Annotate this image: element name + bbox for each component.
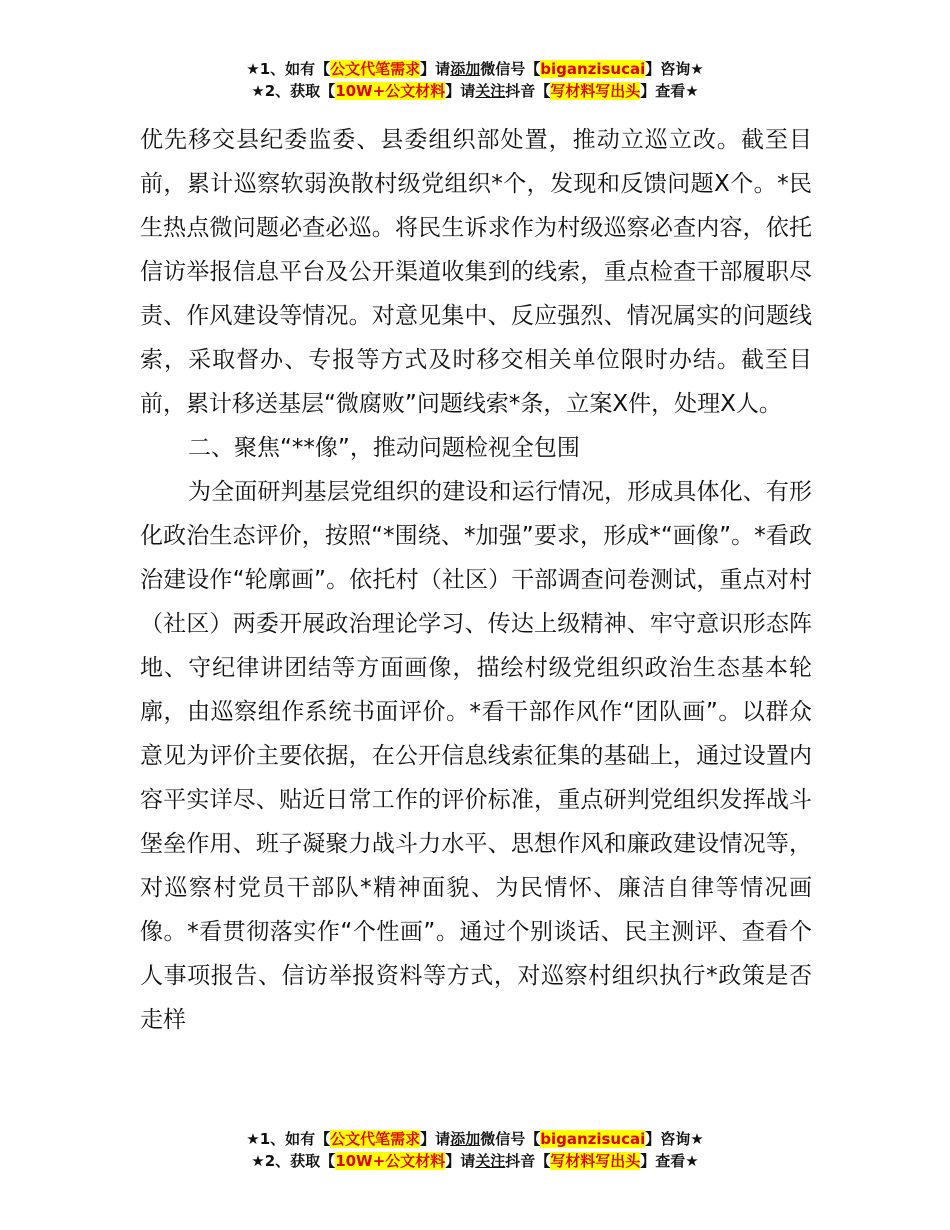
banner-text: 】咨询★ [645, 1130, 704, 1148]
footer-banner-line-2 [0, 1150, 950, 1172]
banner-text: 微信号【 [480, 60, 541, 78]
banner-text: ★1、如有【 [246, 60, 331, 78]
paragraph-1: 优先移交县纪委监委、县委组织部处置，推动立巡立改。截至目前，累计巡察软弱涣散村级党组织*个，发现和反馈问题X个。*民生热点微问题必查必巡。将民生诉求作为村级巡察必查内容，依托信访举报信息平台及公开渠道收集到的线索，重点检查干部履职尽责、作风建设等情况。对意见集中、反应强烈、情况属实的问题线索，采取督办、专报等方式及时移交相关单位限时办结。截至目前，累计移送基层“微腐败”问题线索*条，立案X件，处理X人。 [140, 127, 812, 417]
banner-text: ★1、如有【 [246, 1130, 331, 1148]
underlined-follow: 关注 [475, 82, 506, 100]
underlined-follow: 关注 [475, 1152, 506, 1170]
header-banner-line-2 [0, 80, 950, 102]
banner-text: 】请 [445, 1152, 476, 1170]
footer-banner [0, 1128, 950, 1172]
paragraph-2: 为全面研判基层党组织的建设和运行情况，形成具体化、有形化政治生态评价，按照“*围绕、*加强”要求，形成*“画像”。*看政治建设作“轮廓画”。依托村（社区）干部调查问卷测试，重点对村（社区）两委开展政治理论学习、传达上级精神、牢守意识形态阵地、守纪律讲团结等方面画像，描绘村级党组织政治生态基本轮廓，由巡察组作系统书面评价。*看干部作风作“团队画”。以群众意见为评价主要依据，在公开信息线索征集的基础上，通过设置内容平实详尽、贴近日常工作的评价标准，重点研判党组织发挥战斗堡垒作用、班子凝聚力战斗力水平、思想作风和廉政建设情况等，对巡察村党员干部队*精神面貌、为民情怀、廉洁自律等情况画像。*看贯彻落实作“个性画”。通过个别谈话、民主测评、查看个人事项报告、信访举报资料等方式，对巡察村组织执行*政策是否走样 [140, 479, 812, 1033]
underlined-add: 添加 [450, 1130, 481, 1148]
highlight-wechat-id: biganzisucai [540, 60, 646, 78]
banner-text: 】咨询★ [645, 60, 704, 78]
banner-text: 微信号【 [480, 1130, 541, 1148]
footer-banner-line-1 [0, 1128, 950, 1150]
banner-text: ★2、获取【 [251, 1152, 336, 1170]
header-banner [0, 58, 950, 102]
highlight-wechat-id: biganzisucai [540, 1130, 646, 1148]
banner-text: 】请 [420, 60, 451, 78]
banner-text: 抖音【 [505, 82, 551, 100]
banner-text: ★2、获取【 [251, 82, 336, 100]
highlight-ghostwriting: 公文代笔需求 [330, 60, 421, 78]
banner-text: 】查看★ [640, 82, 699, 100]
banner-text: 】请 [445, 82, 476, 100]
underlined-add: 添加 [450, 60, 481, 78]
section-heading-2: 二、聚焦“**像”，推动问题检视全包围 [188, 435, 580, 461]
highlight-douyin-account: 写材料写出头 [550, 1152, 641, 1170]
banner-text: 抖音【 [505, 1152, 551, 1170]
highlight-materials: 10W+公文材料 [335, 1152, 446, 1170]
highlight-douyin-account: 写材料写出头 [550, 82, 641, 100]
document-body [140, 118, 812, 1042]
highlight-materials: 10W+公文材料 [335, 82, 446, 100]
header-banner-line-1 [0, 58, 950, 80]
banner-text: 】请 [420, 1130, 451, 1148]
highlight-ghostwriting: 公文代笔需求 [330, 1130, 421, 1148]
banner-text: 】查看★ [640, 1152, 699, 1170]
